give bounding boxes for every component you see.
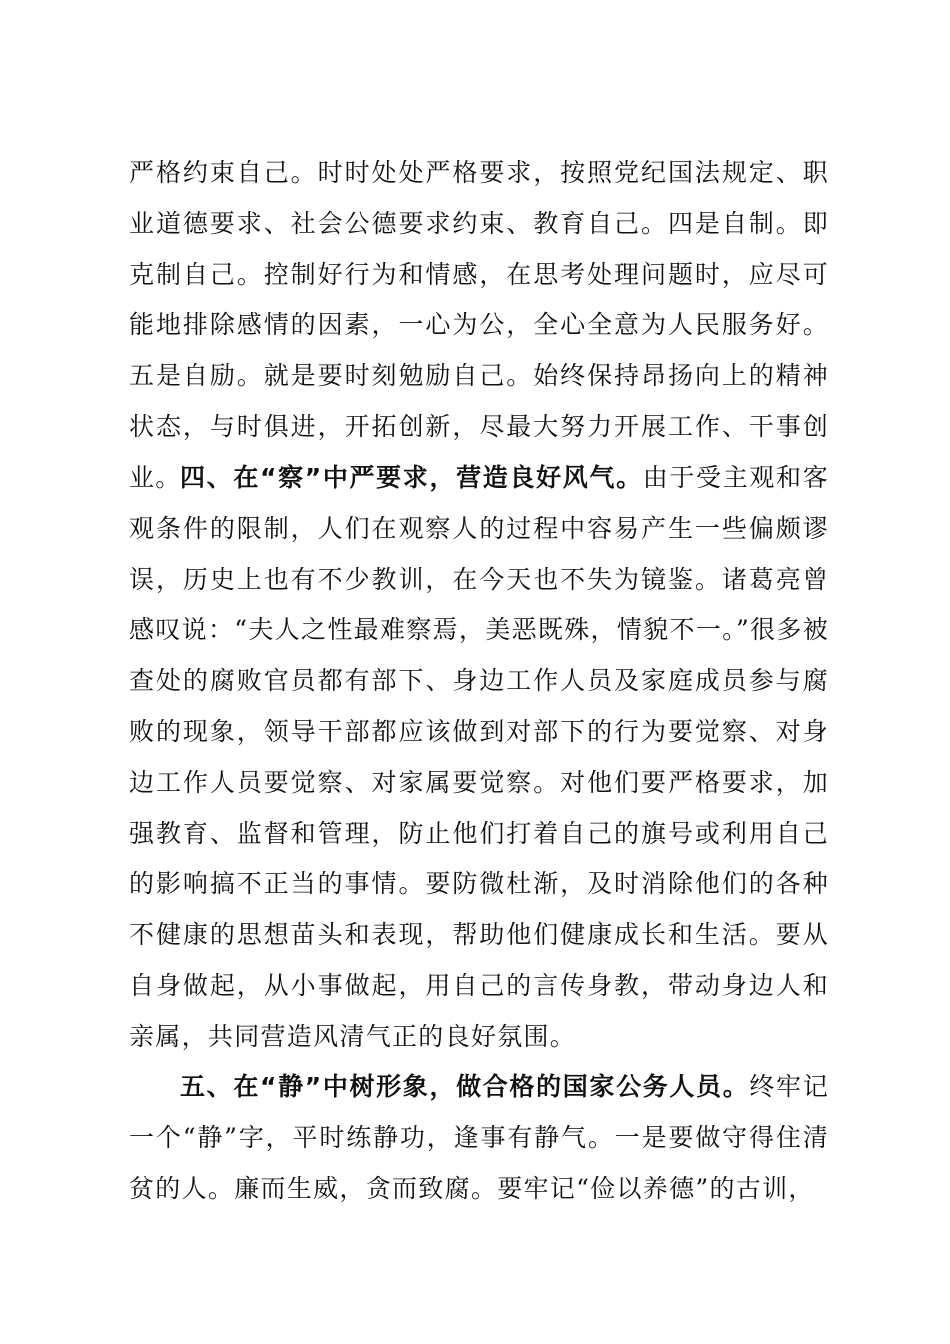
paragraph-body: 由于受主观和客观条件的限制，人们在观察人的过程中容易产生一些偏颇谬误，历史上也有不少教训，在今天也不失为镜鉴。诸葛亮曾感叹说：“夫人之性最难察焉，美恶既殊，情貌不一。”很多被查处的腐败官员都有部下、身边工作人员及家庭成员参与腐败的现象，领导干部都应该做到对部下的行为要觉察、对身边工作人员要觉察、对家属要觉察。对他们要严格要求，加强教育、监督和管理，防止他们打着自己的旗号或利用自己的影响搞不正当的事情。要防微杜渐，及时消除他们的各种不健康的思想苗头和表现，帮助他们健康成长和生活。要从自身做起，从小事做起，用自己的言传身教，带动身边人和亲属，共同营造风清气正的良好氛围。 — [129, 463, 829, 1051]
paragraph-body: 终牢记一个“静”字，平时练静功，逢事有静气。一是要做守得住清贫的人。廉而生威，贪而致腐。要牢记“俭以养德”的古训， — [129, 1072, 829, 1203]
paragraph-section-five — [129, 1062, 829, 1214]
paragraph-section-four — [129, 453, 829, 1063]
paragraph-body: 严格约束自己。时时处处严格要求，按照党纪国法规定、职业道德要求、社会公德要求约束、教育自己。四是自制。即克制自己。控制好行为和情感，在思考处理问题时，应尽可能地排除感情的因素，一心为公，全心全意为人民服务好。五是自励。就是要时刻勉励自己。始终保持昂扬向上的精神状态，与时俱进，开拓创新，尽最大努力开展工作、干事创业。 — [129, 158, 829, 492]
section-heading: 五、在“静”中树形象，做合格的国家公务人员。 — [180, 1072, 750, 1101]
section-heading: 四、在“察”中严要求，营造良好风气。 — [180, 463, 643, 492]
paragraph-continuation — [129, 148, 829, 504]
